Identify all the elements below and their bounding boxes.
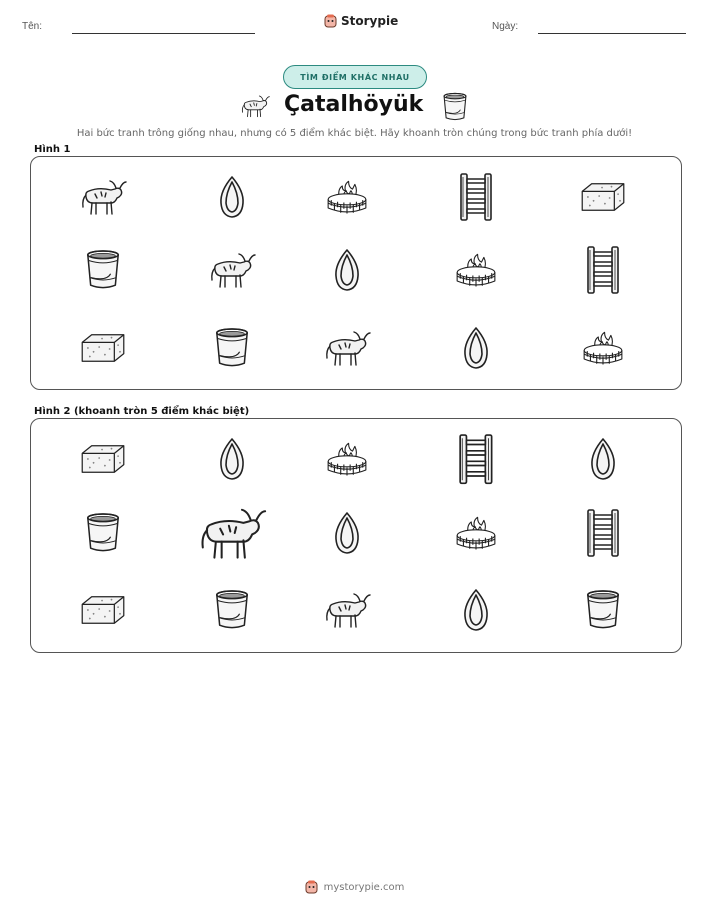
brick-icon[interactable] [78, 593, 128, 627]
footer [0, 880, 709, 894]
brick-icon[interactable] [78, 331, 128, 365]
bull-icon[interactable] [323, 590, 371, 630]
brick-icon[interactable] [578, 180, 628, 214]
ladder-icon[interactable] [585, 246, 621, 294]
seed-icon[interactable] [217, 175, 247, 219]
ladder-icon[interactable] [585, 509, 621, 557]
bucket-icon[interactable] [213, 327, 251, 369]
seed-icon[interactable] [461, 588, 491, 632]
seed-icon[interactable] [461, 326, 491, 370]
ladder-icon[interactable] [457, 434, 495, 484]
fire-pit-icon[interactable] [325, 441, 369, 477]
bucket-icon[interactable] [84, 249, 122, 291]
ladder-icon[interactable] [458, 173, 494, 221]
activity-badge: TÌM ĐIỂM KHÁC NHAU [283, 65, 427, 89]
bull-icon[interactable] [79, 177, 127, 217]
title-bucket-icon [441, 92, 469, 126]
name-label: Tên: [22, 21, 43, 32]
date-line[interactable] [538, 33, 686, 34]
brick-icon[interactable] [78, 442, 128, 476]
brand-logo [324, 14, 398, 28]
seed-icon[interactable] [332, 511, 362, 555]
brand-name: Storypie [341, 14, 399, 28]
bucket-icon[interactable] [213, 589, 251, 631]
picture1-label: Hình 1 [34, 144, 71, 155]
seed-icon[interactable] [217, 437, 247, 481]
storypie-mascot-icon [305, 880, 318, 894]
page-title: Çatalhöyük [284, 92, 424, 117]
instructions: Hai bức tranh trông giống nhau, nhưng có 5 điểm khác biệt. Hãy khoanh tròn chúng trong bức tranh phía dưới! [76, 128, 633, 139]
bull-icon[interactable] [208, 250, 256, 290]
fire-pit-icon[interactable] [454, 515, 498, 551]
bull-icon[interactable] [197, 504, 267, 562]
date-label: Ngày: [492, 21, 519, 32]
bucket-icon[interactable] [84, 512, 122, 554]
fire-pit-icon[interactable] [454, 252, 498, 288]
seed-icon[interactable] [332, 248, 362, 292]
footer-site: mystorypie.com [323, 881, 405, 893]
fire-pit-icon[interactable] [581, 330, 625, 366]
bucket-icon[interactable] [584, 589, 622, 631]
picture2-label: Hình 2 (khoanh tròn 5 điểm khác biệt) [34, 406, 250, 417]
seed-icon[interactable] [588, 437, 618, 481]
bull-icon[interactable] [323, 328, 371, 368]
name-line[interactable] [72, 33, 255, 34]
title-bull-icon [240, 92, 270, 124]
fire-pit-icon[interactable] [325, 179, 369, 215]
storypie-mascot-icon [324, 14, 337, 28]
